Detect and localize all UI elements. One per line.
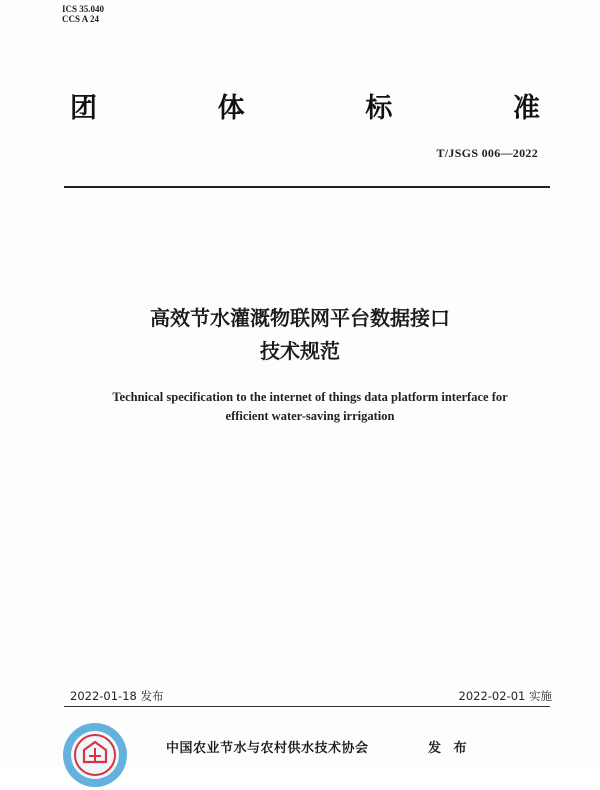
ccs-code: CCS A 24 [62,14,100,24]
standard-type-char: 准 [512,93,540,124]
association-seal-icon [60,720,130,790]
chinese-title [0,302,600,368]
implementation-date: 2022-02-01 实施 [458,689,552,703]
ics-code: ICS 35.040 [62,4,105,14]
chinese-title-line2: 技术规范 [260,339,340,363]
classification-codes [62,4,104,24]
standard-type-char: 团 [70,93,97,124]
english-title [40,388,580,426]
footer-divider [64,706,550,707]
publisher-name: 中国农业节水与农村供水技术协会 [166,741,369,756]
chinese-title-line1: 高效节水灌溉物联网平台数据接口 [150,306,450,330]
standard-type-heading [70,86,540,125]
standard-type-char: 体 [217,93,245,124]
issue-date: 2022-01-18 发布 [70,689,164,703]
header-divider [64,186,550,188]
publish-label: 发 布 [428,741,471,756]
standard-number: T/JSGS 006—2022 [436,146,538,160]
standard-type-char: 标 [365,93,393,124]
english-title-line1: Technical specification to the internet of things data platform interface for [112,390,508,404]
english-title-line2: efficient water-saving irrigation [225,409,395,423]
